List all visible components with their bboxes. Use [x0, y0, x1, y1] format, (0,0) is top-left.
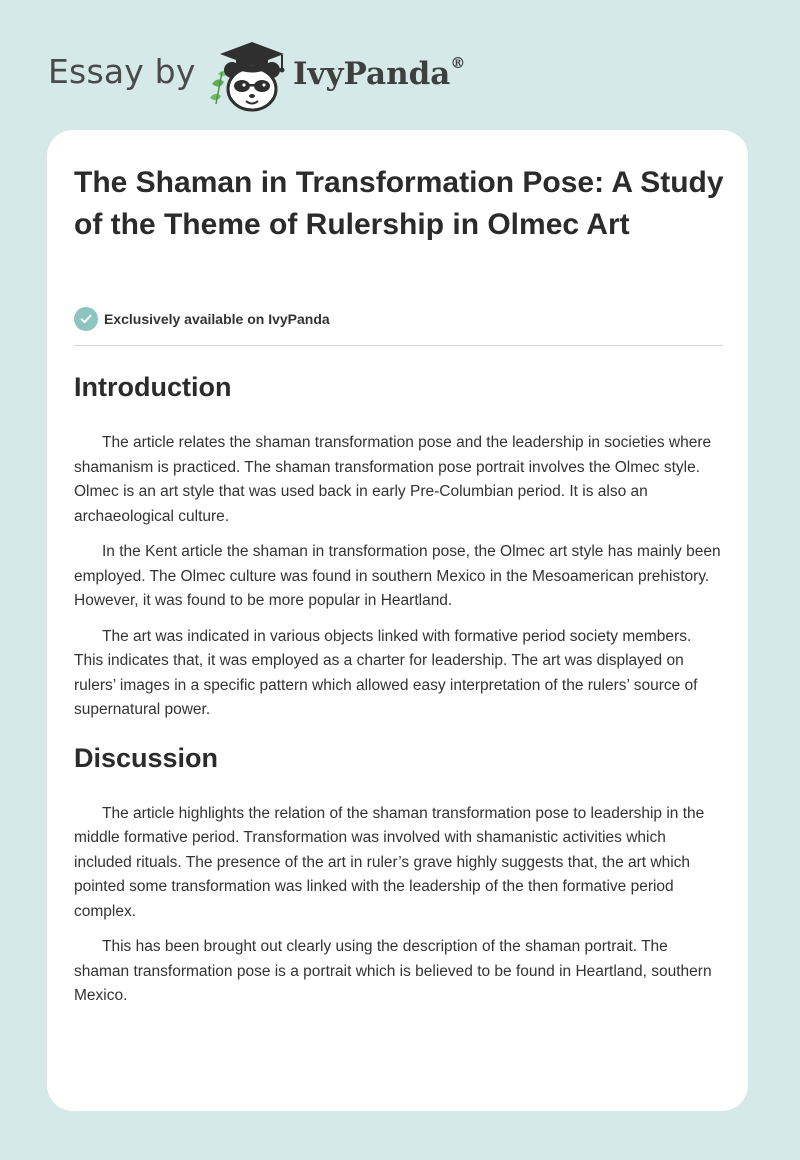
brand-name	[293, 56, 465, 92]
trademark-symbol: ®	[450, 54, 466, 72]
essay-card	[47, 130, 748, 1111]
paragraph: The article relates the shaman transformation pose and the leadership in societies where shamanism is practiced. The shaman transformation pose portrait involves the Olmec style. Olmec is an art style that was used back in early Pre-Columbian period. It is also an archaeological culture.	[74, 434, 712, 525]
exclusive-badge-label: Exclusively available on IvyPanda	[104, 311, 330, 327]
checkmark-circle-icon	[74, 307, 98, 331]
paragraph: The art was indicated in various objects linked with formative period society members. This indicates that, it was employed as a charter for leadership. The art was displayed on rulers’ images in a specific pattern which allowed easy interpretation of the rulers’ source of supernatural power.	[74, 627, 698, 718]
site-header	[48, 28, 648, 112]
paragraph: In the Kent article the shaman in transformation pose, the Olmec art style has mainly been employed. The Olmec culture was found in southern Mexico in the Mesoamerican prehistory. However, it was found to be more popular in Heartland.	[74, 543, 721, 609]
section-heading-introduction: Introduction	[74, 372, 232, 402]
paragraph: The article highlights the relation of the shaman transformation pose to leadership in the middle formative period. Transformation was involved with shamanistic activities which included rituals. The presence of the art in ruler’s grave highly suggests that, the art which pointed some transformation was linked with the leadership of the then formative period complex.	[74, 804, 705, 920]
section-heading-discussion: Discussion	[74, 742, 219, 773]
page-title: The Shaman in Transformation Pose: A Study of the Theme of Rulership in Olmec Art	[74, 166, 724, 241]
paragraph: This has been brought out clearly using the description of the shaman portrait. The shaman transformation pose is a portrait which is believed to be found in Heartland, southern Mexico.	[74, 938, 712, 1004]
title-divider	[74, 345, 723, 346]
essay-by-label: Essay by	[48, 52, 196, 91]
brand-text: IvyPanda	[293, 56, 451, 92]
article-body	[74, 363, 724, 1020]
panda-logo-icon	[198, 34, 298, 114]
exclusive-badge	[74, 306, 330, 332]
